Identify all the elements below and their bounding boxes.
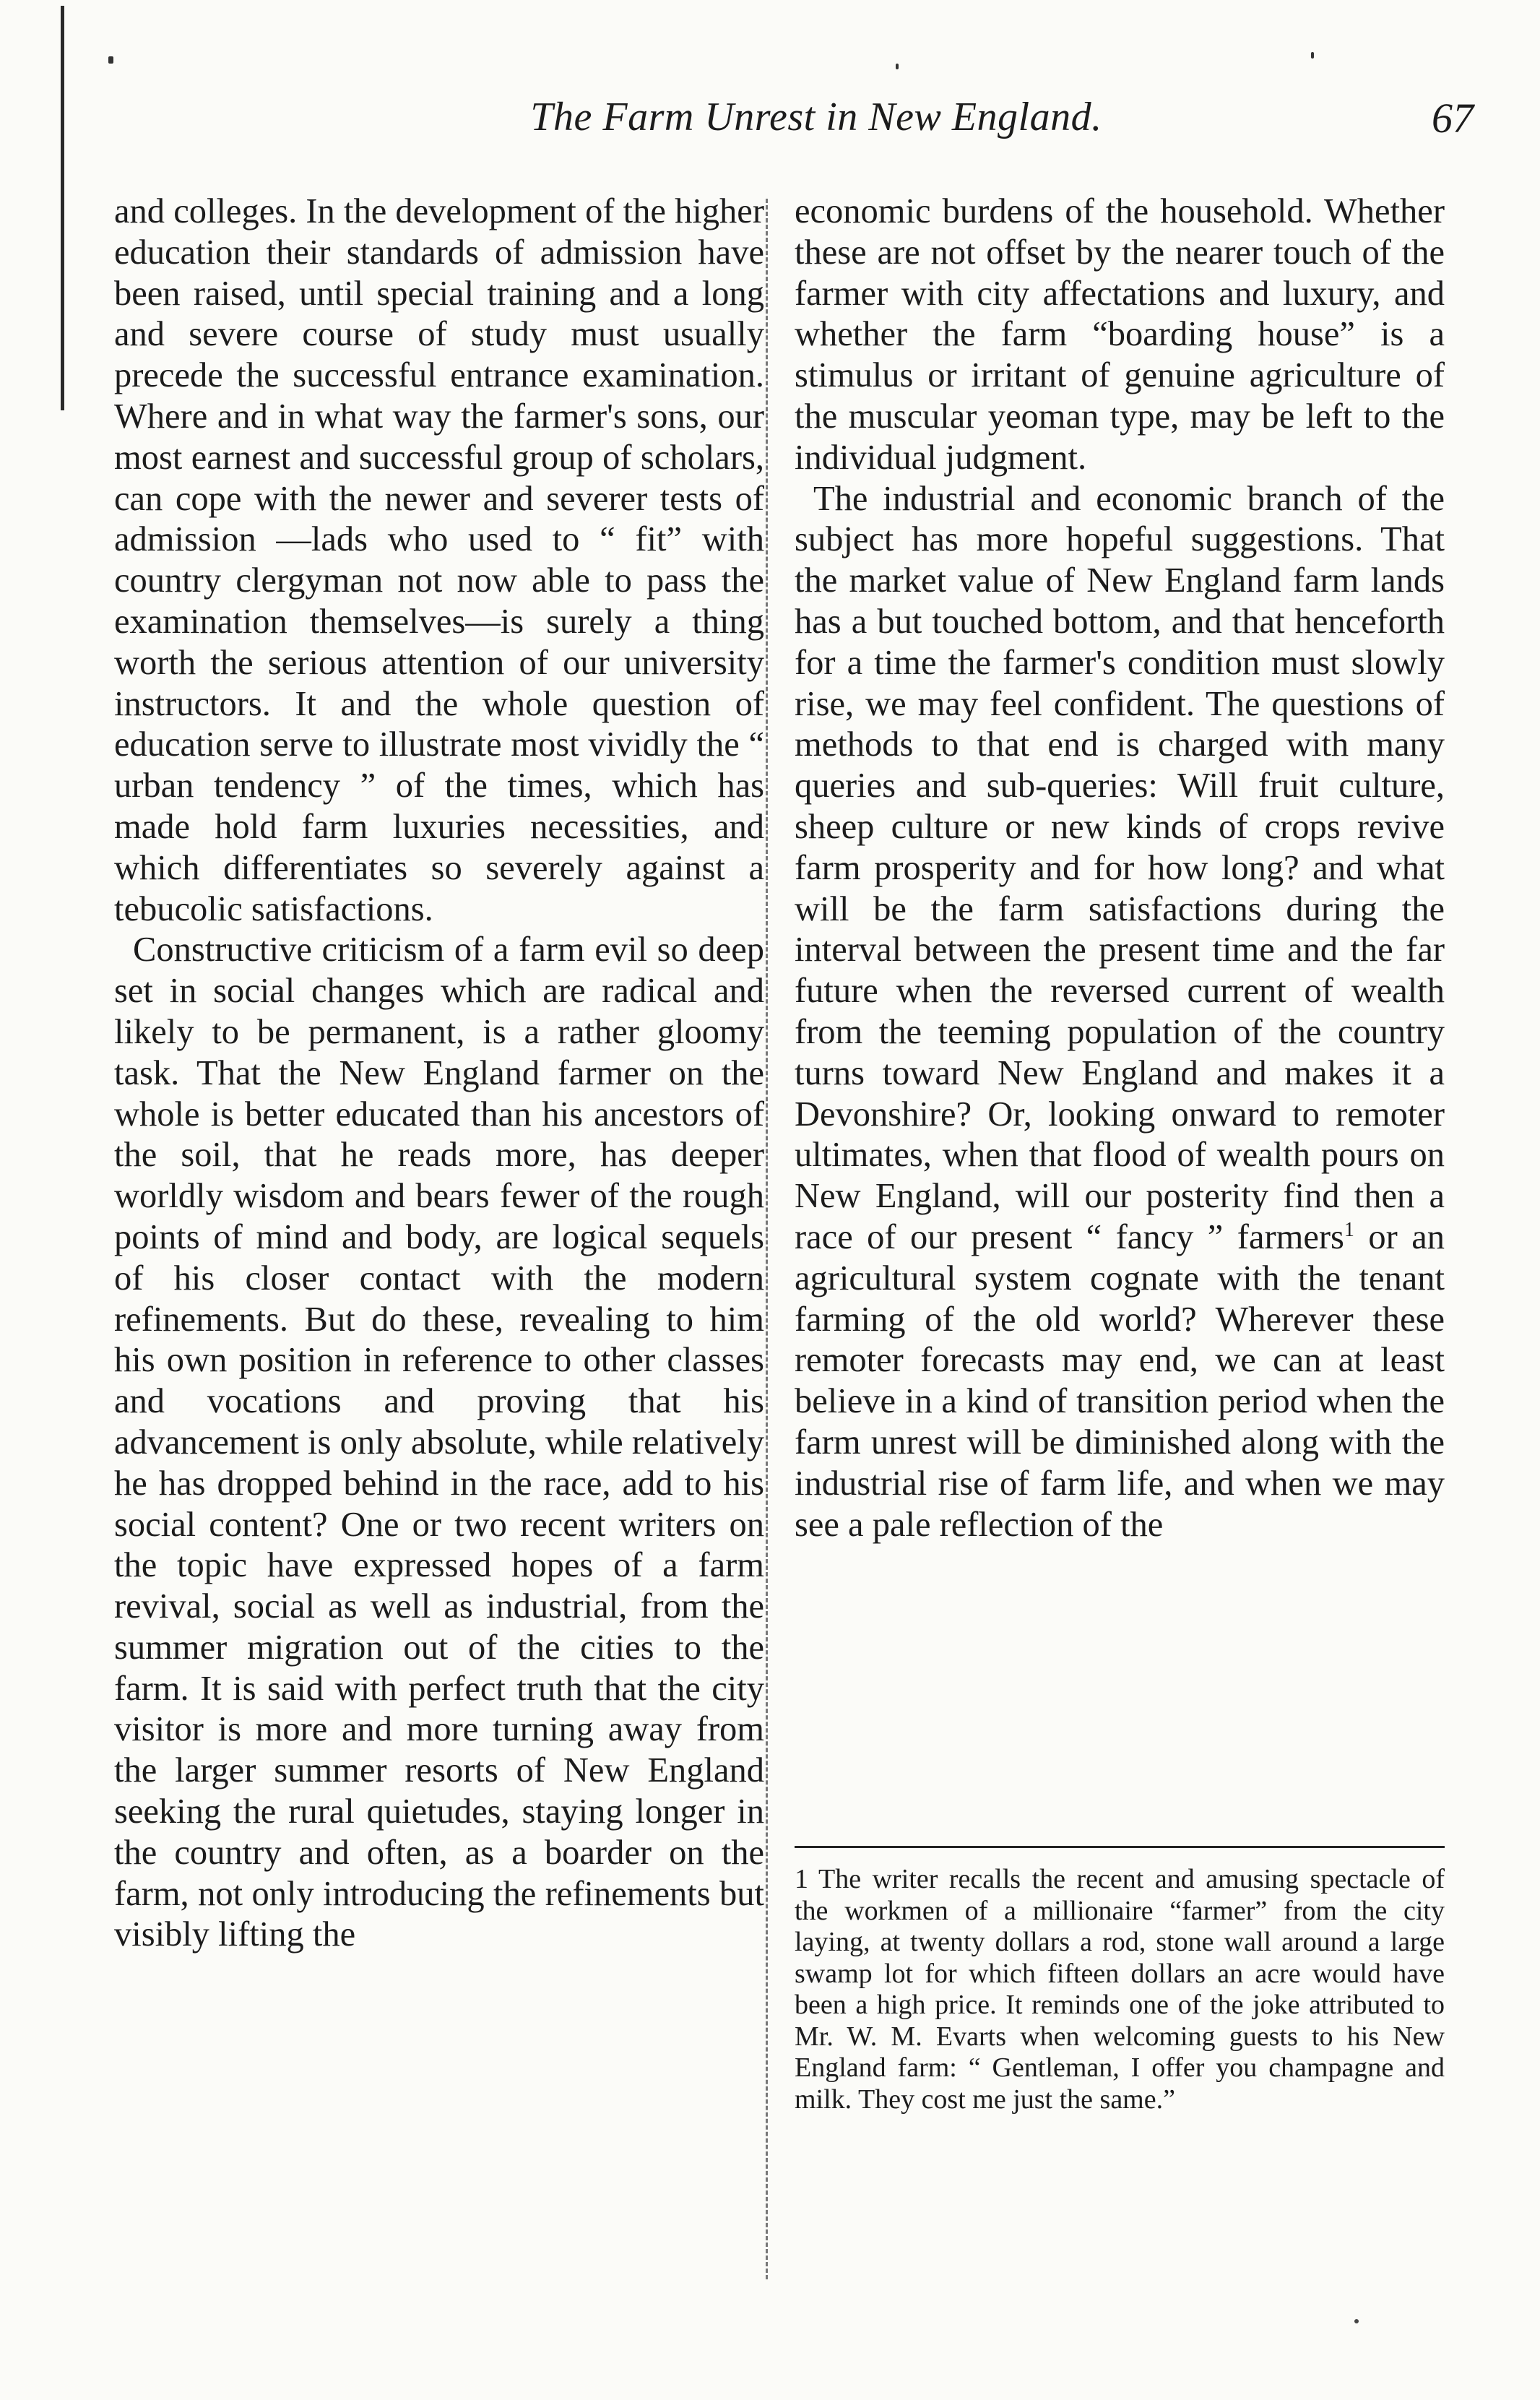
footnote-reference: 1 [1344,1218,1354,1241]
paragraph-text: The industrial and economic branch of the subject has more hopeful suggestions. That the market value of New England farm lands has a but touched bottom, and that henceforth for a time the farmer's condition must slowly rise, we may feel confident. The questions of methods to that end is charged with many queries and sub-queries: Will fruit culture, sheep culture or new kinds of crops revive farm prosperity and for how long? and what will be the farm satisfactions during the interval between the present time and the far future when the reversed current of wealth from the teeming population of the country turns toward New England and makes it a Devonshire? Or, looking onward to remoter ultimates, when that flood of wealth pours on New England, will our posterity find then a race of our present “ fancy ” farmers [795,479,1445,1256]
left-column [114,191,764,1956]
paragraph: Constructive criticism of a farm evil so deep set in social changes which are radical and likely to be permanent, is a rather gloomy task. That the New England farmer on the whole is better educated than his ancestors of the soil, that he reads more, has deeper worldly wisdom and bears fewer of the rough points of mind and body, are logical sequels of his closer contact with the modern refinements. But do these, revealing to him his own position in reference to other classes and vocations and proving that his advancement is only absolute, while relatively he has dropped behind in the race, add to his social content? One or two recent writers on the topic have expressed hopes of a farm revival, social as well as industrial, from the summer migration out of the cities to the farm. It is said with perfect truth that the city visitor is more and more turning away from the larger summer resorts of New England seeking the rural quietudes, staying longer in the country and often, as a boarder on the farm, not only introducing the refinements but visibly lifting the [114,931,764,1954]
footnote-rule [795,1846,1445,1848]
paragraph-continuation: or an agricultural system cognate with the tenant farming of the old world? Wherever these remoter forecasts may end, we can at least believe in a kind of transition period when the farm unrest will be diminished along with the industrial rise of farm life, and when we may see a pale reflection of the [795,1217,1445,1544]
running-title: The Farm Unrest in New England. [530,95,1102,139]
column-divider [766,199,768,2279]
footnote-text: The writer recalls the recent and amusing spectacle of the workmen of a millionaire “farmer” from the city laying, at twenty dollars a rod, stone wall around a large swamp lot for which fifteen dollars an acre would have been a high price. It reminds one of the joke attributed to Mr. W. M. Evarts when welcoming guests to his New England farm: “ Gentleman, I offer you champagne and milk. They cost me just the same.” [795,1864,1445,2115]
footnote-marker: 1 [795,1864,808,1894]
ink-speck [1311,52,1314,59]
paragraph: economic burdens of the household. Whether these are not offset by the nearer touch of the farmer with city affectations and luxury, and whether the farm “boarding house” is a stimulus or irritant of genuine agriculture of the muscular yeoman type, may be left to the individual judgment. [795,192,1445,477]
ink-speck [1354,2319,1359,2323]
scan-edge-line [61,6,64,410]
page-number: 67 [1432,95,1474,142]
ink-speck [108,56,113,64]
footnote [795,1864,1445,2115]
page-header [116,94,1474,159]
paragraph: and colleges. In the development of the higher education their standards of admission have been raised, until special training and a long and severe course of study must usually precede the successful entrance examination. Where and in what way the farmer's sons, our most earnest and successful group of scholars, can cope with the newer and severer tests of admission —lads who used to “ fit” with country clergyman not now able to pass the examination themselves—is surely a thing worth the serious attention of our university instructors. It and the whole question of education serve to illustrate most vividly the “ urban tendency ” of the times, which has made hold farm luxuries necessities, and which differentiates so severely against a tebucolic satisfactions. [114,192,764,928]
paragraph [795,479,1445,1546]
ink-speck [896,64,899,69]
right-column [795,191,1445,1545]
